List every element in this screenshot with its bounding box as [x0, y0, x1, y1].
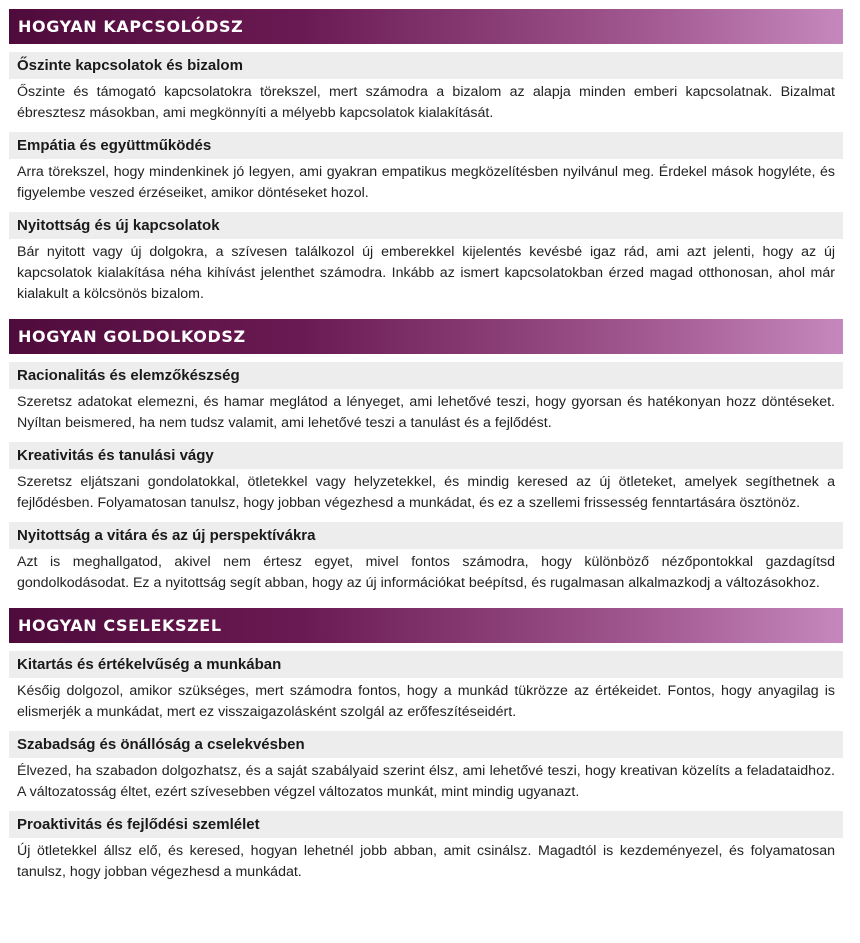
- list-item: [9, 362, 843, 434]
- item-title: Nyitottság a vitára és az új perspektívákra: [9, 522, 843, 549]
- item-title: Őszinte kapcsolatok és bizalom: [9, 52, 843, 79]
- list-item: [9, 52, 843, 124]
- item-body: Szeretsz adatokat elemezni, és hamar meglátod a lényeget, ami lehetővé teszi, hogy gyorsan és hatékonyan hozz döntéseket. Nyíltan beismered, ha nem tudsz valamit, ami lehetővé teszi a tanulást és a fejlődést.: [17, 394, 835, 431]
- list-item: [9, 212, 843, 305]
- item-body: Új ötletekkel állsz elő, és keresed, hogyan lehetnél jobb abban, amit csinálsz. Magadtól is kezdeményezel, és folyamatosan tanulsz, hogy jobban végezhesd a munkádat.: [17, 843, 835, 880]
- item-body: Későig dolgozol, amikor szükséges, mert számodra fontos, hogy a munkád tükrözze az értékeidet. Fontos, hogy anyagilag is elismerjék a munkádat, mert ez visszaigazolásként szolgál az erőfeszítéseidért.: [17, 683, 835, 720]
- section-header: HOGYAN GOLDOLKODSZ: [9, 319, 843, 354]
- item-body: Bár nyitott vagy új dolgokra, a szívesen találkozol új emberekkel kijelentés kevésbé igaz rád, ami azt jelenti, hogy az új kapcsolatok kialakítása néha kihívást jelenthet számodra. Inkább az ismert kapcsolatokban érzed magad otthonosan, ahol már kialakult a kölcsönös bizalom.: [17, 244, 835, 302]
- item-title: Kitartás és értékelvűség a munkában: [9, 651, 843, 678]
- section-header: HOGYAN KAPCSOLÓDSZ: [9, 9, 843, 44]
- section-header: HOGYAN CSELEKSZEL: [9, 608, 843, 643]
- item-title: Empátia és együttműködés: [9, 132, 843, 159]
- section-act: [9, 608, 843, 883]
- list-item: [9, 442, 843, 514]
- item-body: Élvezed, ha szabadon dolgozhatsz, és a saját szabályaid szerint élsz, ami lehetővé teszi, hogy kreativan közelíts a feladataidhoz. A változatosság éltet, ezért szívesebben végzel változatos munkát, mint mindig ugyanazt.: [17, 763, 835, 800]
- item-title: Kreativitás és tanulási vágy: [9, 442, 843, 469]
- item-body: Szeretsz eljátszani gondolatokkal, ötletekkel vagy helyzetekkel, és mindig keresed az új ötleteket, amelyek segíthetnek a fejlődésben. Folyamatosan tanulsz, hogy jobban végezhesd a munkádat, és ez a szellemi frissesség fenntartására ösztönöz.: [17, 474, 835, 511]
- item-title: Racionalitás és elemzőkészség: [9, 362, 843, 389]
- item-body: Arra törekszel, hogy mindenkinek jó legyen, ami gyakran empatikus megközelítésben nyilvánul meg. Érdekel mások hogyléte, és figyelembe veszed érzéseiket, amikor döntéseket hozol.: [17, 164, 835, 201]
- item-body: Őszinte és támogató kapcsolatokra törekszel, mert számodra a bizalom az alapja minden emberi kapcsolatnak. Bizalmat ébresztesz másokban, ami megkönnyíti a mélyebb kapcsolatok kialakítását.: [17, 84, 835, 121]
- list-item: [9, 522, 843, 594]
- section-connect: [9, 9, 843, 305]
- page: [0, 9, 860, 883]
- item-title: Szabadság és önállóság a cselekvésben: [9, 731, 843, 758]
- item-body: Azt is meghallgatod, akivel nem értesz egyet, mivel fontos számodra, hogy különböző nézőpontokkal gazdagítsd gondolkodásodat. Ez a nyitottság segít abban, hogy az új információkat beépítsd, és rugalmasan alkalmazkodj a változásokhoz.: [17, 554, 835, 591]
- section-think: [9, 319, 843, 594]
- list-item: [9, 651, 843, 723]
- list-item: [9, 132, 843, 204]
- item-title: Proaktivitás és fejlődési szemlélet: [9, 811, 843, 838]
- item-title: Nyitottság és új kapcsolatok: [9, 212, 843, 239]
- list-item: [9, 811, 843, 883]
- list-item: [9, 731, 843, 803]
